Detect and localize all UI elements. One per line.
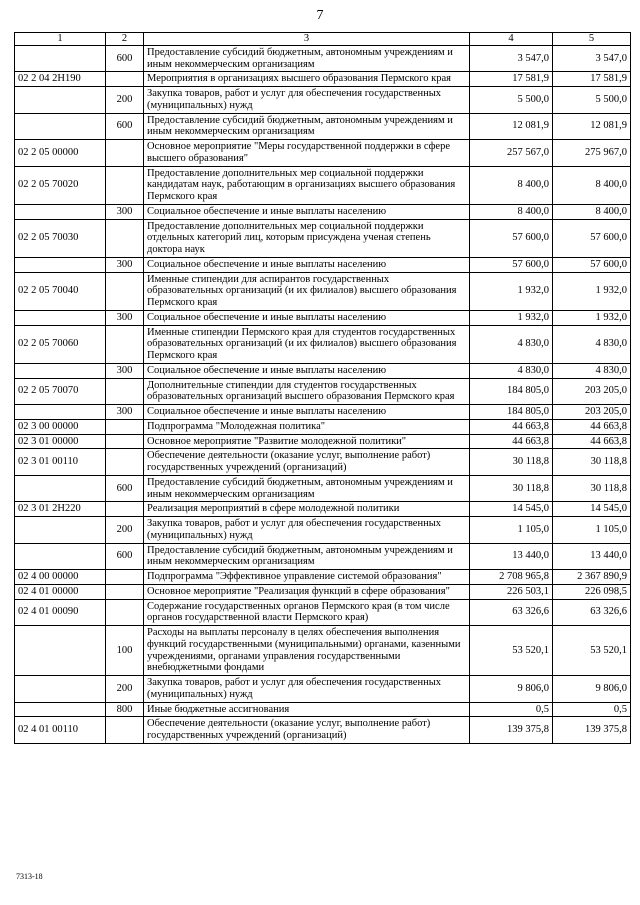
- table-row: [15, 363, 631, 378]
- table-row: [15, 584, 631, 599]
- amount-year-1-cell: 17 581,9: [470, 72, 553, 87]
- table-row: [15, 543, 631, 570]
- amount-year-2-cell: 275 967,0: [553, 140, 631, 167]
- code-cell: 02 4 01 00090: [15, 599, 106, 626]
- expense-type-cell: 600: [106, 45, 144, 72]
- amount-year-1-cell: 139 375,8: [470, 717, 553, 744]
- table-row: [15, 717, 631, 744]
- expense-type-cell: 100: [106, 626, 144, 676]
- name-cell: Предоставление субсидий бюджетным, автономным учреждениям и иным некоммерческим организациям: [144, 113, 470, 140]
- code-cell: [15, 310, 106, 325]
- amount-year-2-cell: 14 545,0: [553, 502, 631, 517]
- name-cell: Предоставление субсидий бюджетным, автономным учреждениям и иным некоммерческим организациям: [144, 543, 470, 570]
- expense-type-cell: [106, 584, 144, 599]
- name-cell: Дополнительные стипендии для студентов государственных образовательных организаций высшего образования Пермского края: [144, 378, 470, 405]
- amount-year-1-cell: 1 932,0: [470, 310, 553, 325]
- header-col-5: 5: [553, 33, 631, 46]
- table-row: [15, 113, 631, 140]
- table-row: [15, 419, 631, 434]
- amount-year-2-cell: 1 105,0: [553, 517, 631, 544]
- table-row: [15, 219, 631, 257]
- amount-year-1-cell: 4 830,0: [470, 363, 553, 378]
- amount-year-1-cell: 57 600,0: [470, 257, 553, 272]
- header-col-3: 3: [144, 33, 470, 46]
- table-row: [15, 702, 631, 717]
- amount-year-1-cell: 53 520,1: [470, 626, 553, 676]
- amount-year-1-cell: 30 118,8: [470, 449, 553, 476]
- amount-year-2-cell: 8 400,0: [553, 166, 631, 204]
- amount-year-1-cell: 14 545,0: [470, 502, 553, 517]
- name-cell: Подпрограмма "Эффективное управление системой образования": [144, 570, 470, 585]
- table-row: [15, 72, 631, 87]
- table-row: [15, 166, 631, 204]
- amount-year-1-cell: 8 400,0: [470, 204, 553, 219]
- expense-type-cell: 300: [106, 405, 144, 420]
- expense-type-cell: [106, 219, 144, 257]
- name-cell: Закупка товаров, работ и услуг для обеспечения государственных (муниципальных) нужд: [144, 87, 470, 114]
- table-row: [15, 378, 631, 405]
- amount-year-2-cell: 57 600,0: [553, 219, 631, 257]
- amount-year-2-cell: 226 098,5: [553, 584, 631, 599]
- header-col-1: 1: [15, 33, 106, 46]
- code-cell: [15, 543, 106, 570]
- table-row: [15, 87, 631, 114]
- header-col-2: 2: [106, 33, 144, 46]
- code-cell: 02 2 05 70030: [15, 219, 106, 257]
- amount-year-2-cell: 44 663,8: [553, 434, 631, 449]
- expense-type-cell: [106, 502, 144, 517]
- expense-type-cell: [106, 378, 144, 405]
- expense-type-cell: [106, 419, 144, 434]
- table-row: [15, 434, 631, 449]
- table-body: [15, 45, 631, 743]
- amount-year-1-cell: 30 118,8: [470, 475, 553, 502]
- expense-type-cell: 300: [106, 310, 144, 325]
- expense-type-cell: 300: [106, 257, 144, 272]
- name-cell: Содержание государственных органов Пермского края (в том числе органов государственной власти Пермского края): [144, 599, 470, 626]
- name-cell: Предоставление субсидий бюджетным, автономным учреждениям и иным некоммерческим организациям: [144, 475, 470, 502]
- amount-year-1-cell: 5 500,0: [470, 87, 553, 114]
- table-row: [15, 502, 631, 517]
- amount-year-1-cell: 0,5: [470, 702, 553, 717]
- header-col-4: 4: [470, 33, 553, 46]
- amount-year-2-cell: 203 205,0: [553, 405, 631, 420]
- code-cell: 02 3 01 00110: [15, 449, 106, 476]
- code-cell: 02 2 05 70020: [15, 166, 106, 204]
- code-cell: [15, 517, 106, 544]
- amount-year-2-cell: 53 520,1: [553, 626, 631, 676]
- amount-year-2-cell: 4 830,0: [553, 325, 631, 363]
- amount-year-2-cell: 17 581,9: [553, 72, 631, 87]
- expense-type-cell: [106, 140, 144, 167]
- code-cell: [15, 626, 106, 676]
- amount-year-2-cell: 5 500,0: [553, 87, 631, 114]
- name-cell: Расходы на выплаты персоналу в целях обеспечения выполнения функций государственными (муниципальными) органами, казенными учреждениями, органами управления государственными внебюджетными фондами: [144, 626, 470, 676]
- budget-table: [14, 32, 631, 744]
- name-cell: Именные стипендии Пермского края для студентов государственных образовательных организаций (и их филиалов) высшего образования Пермского края: [144, 325, 470, 363]
- amount-year-2-cell: 9 806,0: [553, 676, 631, 703]
- amount-year-1-cell: 44 663,8: [470, 434, 553, 449]
- amount-year-2-cell: 57 600,0: [553, 257, 631, 272]
- code-cell: [15, 45, 106, 72]
- table-row: [15, 272, 631, 310]
- code-cell: [15, 113, 106, 140]
- amount-year-1-cell: 1 932,0: [470, 272, 553, 310]
- expense-type-cell: 600: [106, 543, 144, 570]
- table-row: [15, 449, 631, 476]
- amount-year-1-cell: 3 547,0: [470, 45, 553, 72]
- expense-type-cell: 600: [106, 475, 144, 502]
- table-row: [15, 626, 631, 676]
- amount-year-1-cell: 4 830,0: [470, 325, 553, 363]
- expense-type-cell: [106, 272, 144, 310]
- code-cell: 02 3 01 00000: [15, 434, 106, 449]
- name-cell: Подпрограмма "Молодежная политика": [144, 419, 470, 434]
- amount-year-1-cell: 184 805,0: [470, 378, 553, 405]
- expense-type-cell: [106, 449, 144, 476]
- name-cell: Социальное обеспечение и иные выплаты населению: [144, 405, 470, 420]
- table-row: [15, 204, 631, 219]
- amount-year-2-cell: 44 663,8: [553, 419, 631, 434]
- code-cell: 02 4 00 00000: [15, 570, 106, 585]
- expense-type-cell: [106, 717, 144, 744]
- code-cell: 02 2 04 2Н190: [15, 72, 106, 87]
- code-cell: 02 4 01 00110: [15, 717, 106, 744]
- code-cell: [15, 702, 106, 717]
- amount-year-2-cell: 1 932,0: [553, 310, 631, 325]
- expense-type-cell: 300: [106, 363, 144, 378]
- amount-year-1-cell: 63 326,6: [470, 599, 553, 626]
- table-row: [15, 257, 631, 272]
- code-cell: [15, 87, 106, 114]
- amount-year-2-cell: 0,5: [553, 702, 631, 717]
- name-cell: Социальное обеспечение и иные выплаты населению: [144, 257, 470, 272]
- table-row: [15, 140, 631, 167]
- name-cell: Основное мероприятие "Развитие молодежной политики": [144, 434, 470, 449]
- table-row: [15, 310, 631, 325]
- code-cell: 02 2 05 70040: [15, 272, 106, 310]
- expense-type-cell: 600: [106, 113, 144, 140]
- amount-year-1-cell: 12 081,9: [470, 113, 553, 140]
- table-row: [15, 517, 631, 544]
- table-row: [15, 676, 631, 703]
- code-cell: 02 3 01 2Н220: [15, 502, 106, 517]
- expense-type-cell: 200: [106, 517, 144, 544]
- name-cell: Иные бюджетные ассигнования: [144, 702, 470, 717]
- code-cell: [15, 204, 106, 219]
- amount-year-1-cell: 257 567,0: [470, 140, 553, 167]
- code-cell: 02 4 01 00000: [15, 584, 106, 599]
- amount-year-1-cell: 13 440,0: [470, 543, 553, 570]
- name-cell: Предоставление субсидий бюджетным, автономным учреждениям и иным некоммерческим организациям: [144, 45, 470, 72]
- name-cell: Именные стипендии для аспирантов государственных образовательных организаций (и их филиалов) высшего образования Пермского края: [144, 272, 470, 310]
- expense-type-cell: [106, 166, 144, 204]
- amount-year-1-cell: 44 663,8: [470, 419, 553, 434]
- code-cell: [15, 676, 106, 703]
- code-cell: 02 2 05 70060: [15, 325, 106, 363]
- name-cell: Реализация мероприятий в сфере молодежной политики: [144, 502, 470, 517]
- code-cell: [15, 257, 106, 272]
- name-cell: Основное мероприятие "Меры государственной поддержки в сфере высшего образования": [144, 140, 470, 167]
- table-row: [15, 45, 631, 72]
- amount-year-2-cell: 8 400,0: [553, 204, 631, 219]
- name-cell: Предоставление дополнительных мер социальной поддержки отдельных категорий лиц, которым присуждена ученая степень доктора наук: [144, 219, 470, 257]
- amount-year-2-cell: 12 081,9: [553, 113, 631, 140]
- code-cell: [15, 475, 106, 502]
- amount-year-1-cell: 8 400,0: [470, 166, 553, 204]
- amount-year-1-cell: 1 105,0: [470, 517, 553, 544]
- table-row: [15, 570, 631, 585]
- amount-year-2-cell: 30 118,8: [553, 475, 631, 502]
- expense-type-cell: 200: [106, 87, 144, 114]
- code-cell: 02 2 05 70070: [15, 378, 106, 405]
- amount-year-1-cell: 57 600,0: [470, 219, 553, 257]
- name-cell: Обеспечение деятельности (оказание услуг, выполнение работ) государственных учреждений (организаций): [144, 449, 470, 476]
- document-code: 7313-18: [16, 872, 43, 881]
- name-cell: Мероприятия в организациях высшего образования Пермского края: [144, 72, 470, 87]
- amount-year-1-cell: 9 806,0: [470, 676, 553, 703]
- expense-type-cell: [106, 599, 144, 626]
- amount-year-2-cell: 30 118,8: [553, 449, 631, 476]
- code-cell: [15, 405, 106, 420]
- expense-type-cell: 200: [106, 676, 144, 703]
- table-row: [15, 475, 631, 502]
- expense-type-cell: [106, 72, 144, 87]
- amount-year-2-cell: 203 205,0: [553, 378, 631, 405]
- name-cell: Закупка товаров, работ и услуг для обеспечения государственных (муниципальных) нужд: [144, 676, 470, 703]
- name-cell: Социальное обеспечение и иные выплаты населению: [144, 310, 470, 325]
- expense-type-cell: 800: [106, 702, 144, 717]
- page-number: 7: [316, 8, 324, 23]
- expense-type-cell: [106, 570, 144, 585]
- amount-year-2-cell: 13 440,0: [553, 543, 631, 570]
- table-row: [15, 405, 631, 420]
- table-row: [15, 599, 631, 626]
- table-row: [15, 325, 631, 363]
- name-cell: Обеспечение деятельности (оказание услуг, выполнение работ) государственных учреждений (организаций): [144, 717, 470, 744]
- amount-year-1-cell: 226 503,1: [470, 584, 553, 599]
- amount-year-2-cell: 4 830,0: [553, 363, 631, 378]
- expense-type-cell: 300: [106, 204, 144, 219]
- name-cell: Социальное обеспечение и иные выплаты населению: [144, 204, 470, 219]
- name-cell: Основное мероприятие "Реализация функций в сфере образования": [144, 584, 470, 599]
- code-cell: [15, 363, 106, 378]
- amount-year-2-cell: 63 326,6: [553, 599, 631, 626]
- name-cell: Социальное обеспечение и иные выплаты населению: [144, 363, 470, 378]
- name-cell: Закупка товаров, работ и услуг для обеспечения государственных (муниципальных) нужд: [144, 517, 470, 544]
- amount-year-2-cell: 1 932,0: [553, 272, 631, 310]
- name-cell: Предоставление дополнительных мер социальной поддержки кандидатам наук, работающим в организациях высшего образования Пермского края: [144, 166, 470, 204]
- code-cell: 02 3 00 00000: [15, 419, 106, 434]
- amount-year-2-cell: 3 547,0: [553, 45, 631, 72]
- expense-type-cell: [106, 434, 144, 449]
- expense-type-cell: [106, 325, 144, 363]
- code-cell: 02 2 05 00000: [15, 140, 106, 167]
- amount-year-2-cell: 139 375,8: [553, 717, 631, 744]
- amount-year-1-cell: 2 708 965,8: [470, 570, 553, 585]
- amount-year-2-cell: 2 367 890,9: [553, 570, 631, 585]
- header-row: [15, 33, 631, 46]
- amount-year-1-cell: 184 805,0: [470, 405, 553, 420]
